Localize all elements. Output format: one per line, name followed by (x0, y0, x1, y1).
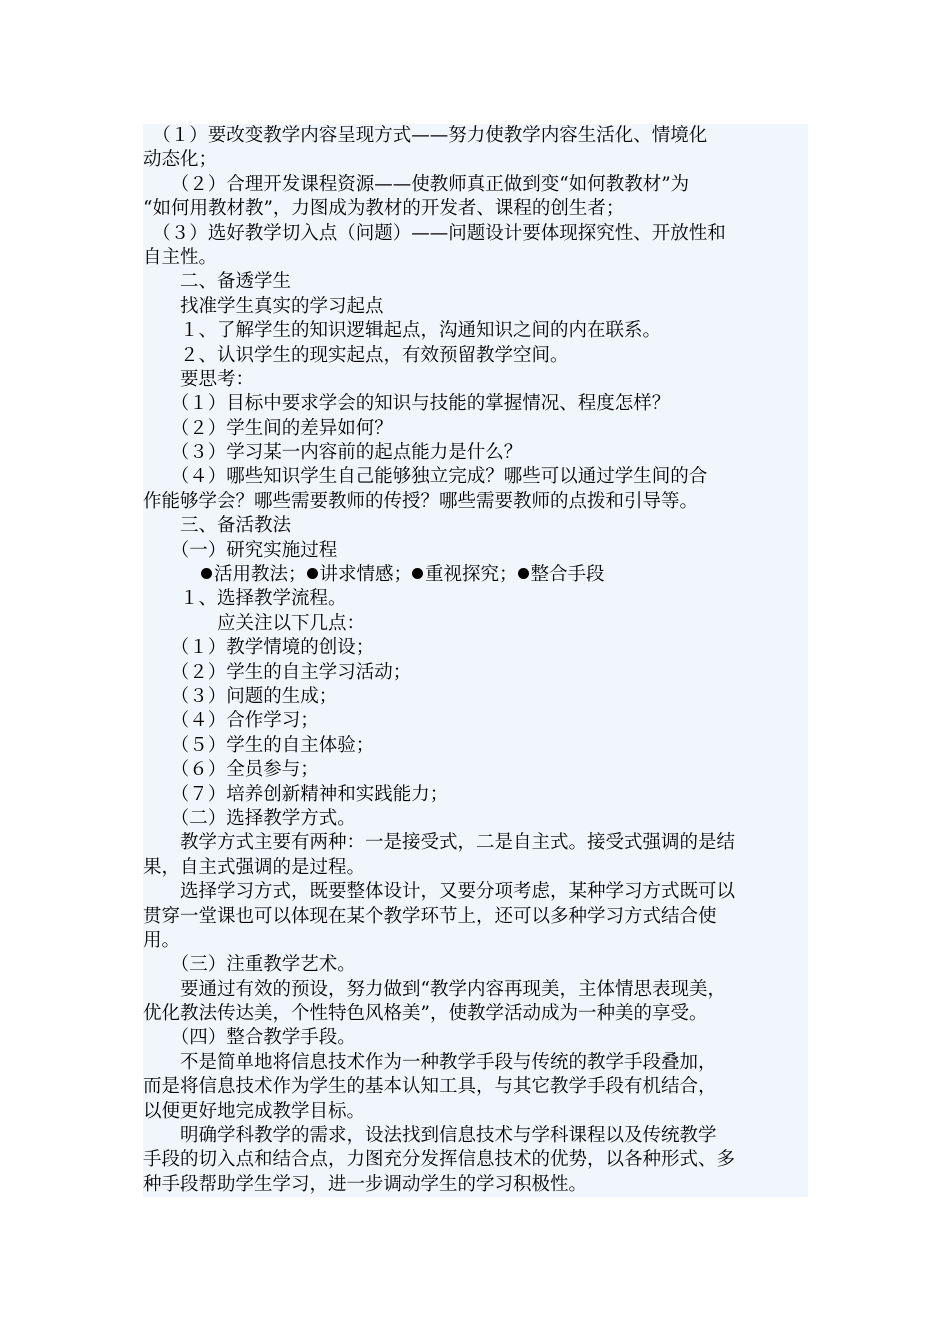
text-line: 不是简单地将信息技术作为一种教学手段与传统的教学手段叠加， (143, 1051, 717, 1073)
text-line: 要通过有效的预设，努力做到“教学内容再现美，主体情思表现美， (143, 978, 726, 1000)
text-line: （１）教学情境的创设； (143, 637, 375, 659)
text-line: （４）哪些知识学生自己能够独立完成？哪些可以通过学生间的合 (143, 466, 708, 488)
text-line: 明确学科教学的需求，设法找到信息技术与学科课程以及传统教学 (143, 1125, 717, 1147)
document-body (143, 124, 808, 1197)
text-line: ２、认识学生的现实起点，有效预留教学空间。 (143, 344, 569, 366)
section-heading: 三、备活教法 (143, 515, 292, 537)
text-line: １、了解学生的知识逻辑起点，沟通知识之间的内在联系。 (143, 320, 662, 342)
bullet-dot-icon (412, 568, 423, 579)
text-line: 选择学习方式，既要整体设计，又要分项考虑，某种学习方式既可以 (143, 881, 736, 903)
text-line: 用。 (143, 929, 181, 951)
text-line: 而是将信息技术作为学生的基本认知工具，与其它教学手段有机结合， (143, 1076, 717, 1098)
text-line: （四）整合教学手段。 (143, 1027, 356, 1049)
text-line: （１）目标中要求学会的知识与技能的掌握情况、程度怎样？ (143, 393, 671, 415)
bullet-dot-icon (307, 568, 318, 579)
text-line: 优化教法传达美，个性特色风格美”，使教学活动成为一种美的享受。 (143, 1003, 708, 1025)
text-line: １、选择教学流程。 (143, 588, 347, 610)
text-line: （５）学生的自主体验； (143, 734, 375, 756)
text-line: 果，自主式强调的是过程。 (143, 856, 366, 878)
text-line: （２）学生的自主学习活动； (143, 661, 412, 683)
text-line: 贯穿一堂课也可以体现在某个教学环节上，还可以多种学习方式结合使 (143, 905, 717, 927)
text-line: 应关注以下几点： (143, 612, 366, 634)
text-line: （三）注重教学艺术。 (143, 954, 356, 976)
bullet-item: 活用教法； (214, 564, 307, 586)
text-line: （４）合作学习； (143, 710, 319, 732)
bullet-item: 讲求情感； (319, 564, 413, 586)
bullet-item: 整合手段 (530, 564, 605, 586)
bullet-dot-icon (201, 568, 212, 579)
text-line: 种手段帮助学生学习，进一步调动学生的学习积极性。 (143, 1173, 588, 1195)
text-line: 找准学生真实的学习起点 (143, 295, 384, 317)
text-line: （１）要改变教学内容呈现方式——努力使教学内容生活化、情境化 (143, 125, 708, 146)
bullet-dot-icon (518, 568, 529, 579)
text-line: （一）研究实施过程 (143, 539, 338, 561)
text-line: （２）学生间的差异如何？ (143, 417, 393, 439)
text-line: 以便更好地完成教学目标。 (143, 1100, 366, 1122)
text-line: 教学方式主要有两种：一是接受式，二是自主式。接受式强调的是结 (143, 832, 736, 854)
text-line: （二）选择教学方式。 (143, 807, 356, 829)
text-line: （３）选好教学切入点（问题）——问题设计要体现探究性、开放性和 (143, 222, 726, 244)
text-line: （７）培养创新精神和实践能力； (143, 783, 449, 805)
text-line: （６）全员参与； (143, 759, 319, 781)
text-line: 手段的切入点和结合点，力图充分发挥信息技术的优势，以各种形式、多 (143, 1149, 736, 1171)
text-line: “如何用教材教”，力图成为教材的开发者、课程的创生者； (143, 198, 625, 220)
text-line: （２）合理开发课程资源——使教师真正做到变“如何教教材”为 (143, 173, 690, 195)
section-heading: 二、备透学生 (143, 271, 292, 293)
text-line: （３）学习某一内容前的起点能力是什么？ (143, 442, 523, 464)
text-line: 自主性。 (143, 246, 218, 268)
text-line: 要思考： (143, 368, 255, 390)
bullet-row (143, 563, 808, 587)
text-line: 作能够学会？哪些需要教师的传授？哪些需要教师的点拨和引导等。 (143, 490, 699, 512)
text-line: 动态化； (143, 149, 218, 171)
bullet-item: 重视探究； (425, 564, 518, 586)
text-line: （３）问题的生成； (143, 685, 338, 707)
